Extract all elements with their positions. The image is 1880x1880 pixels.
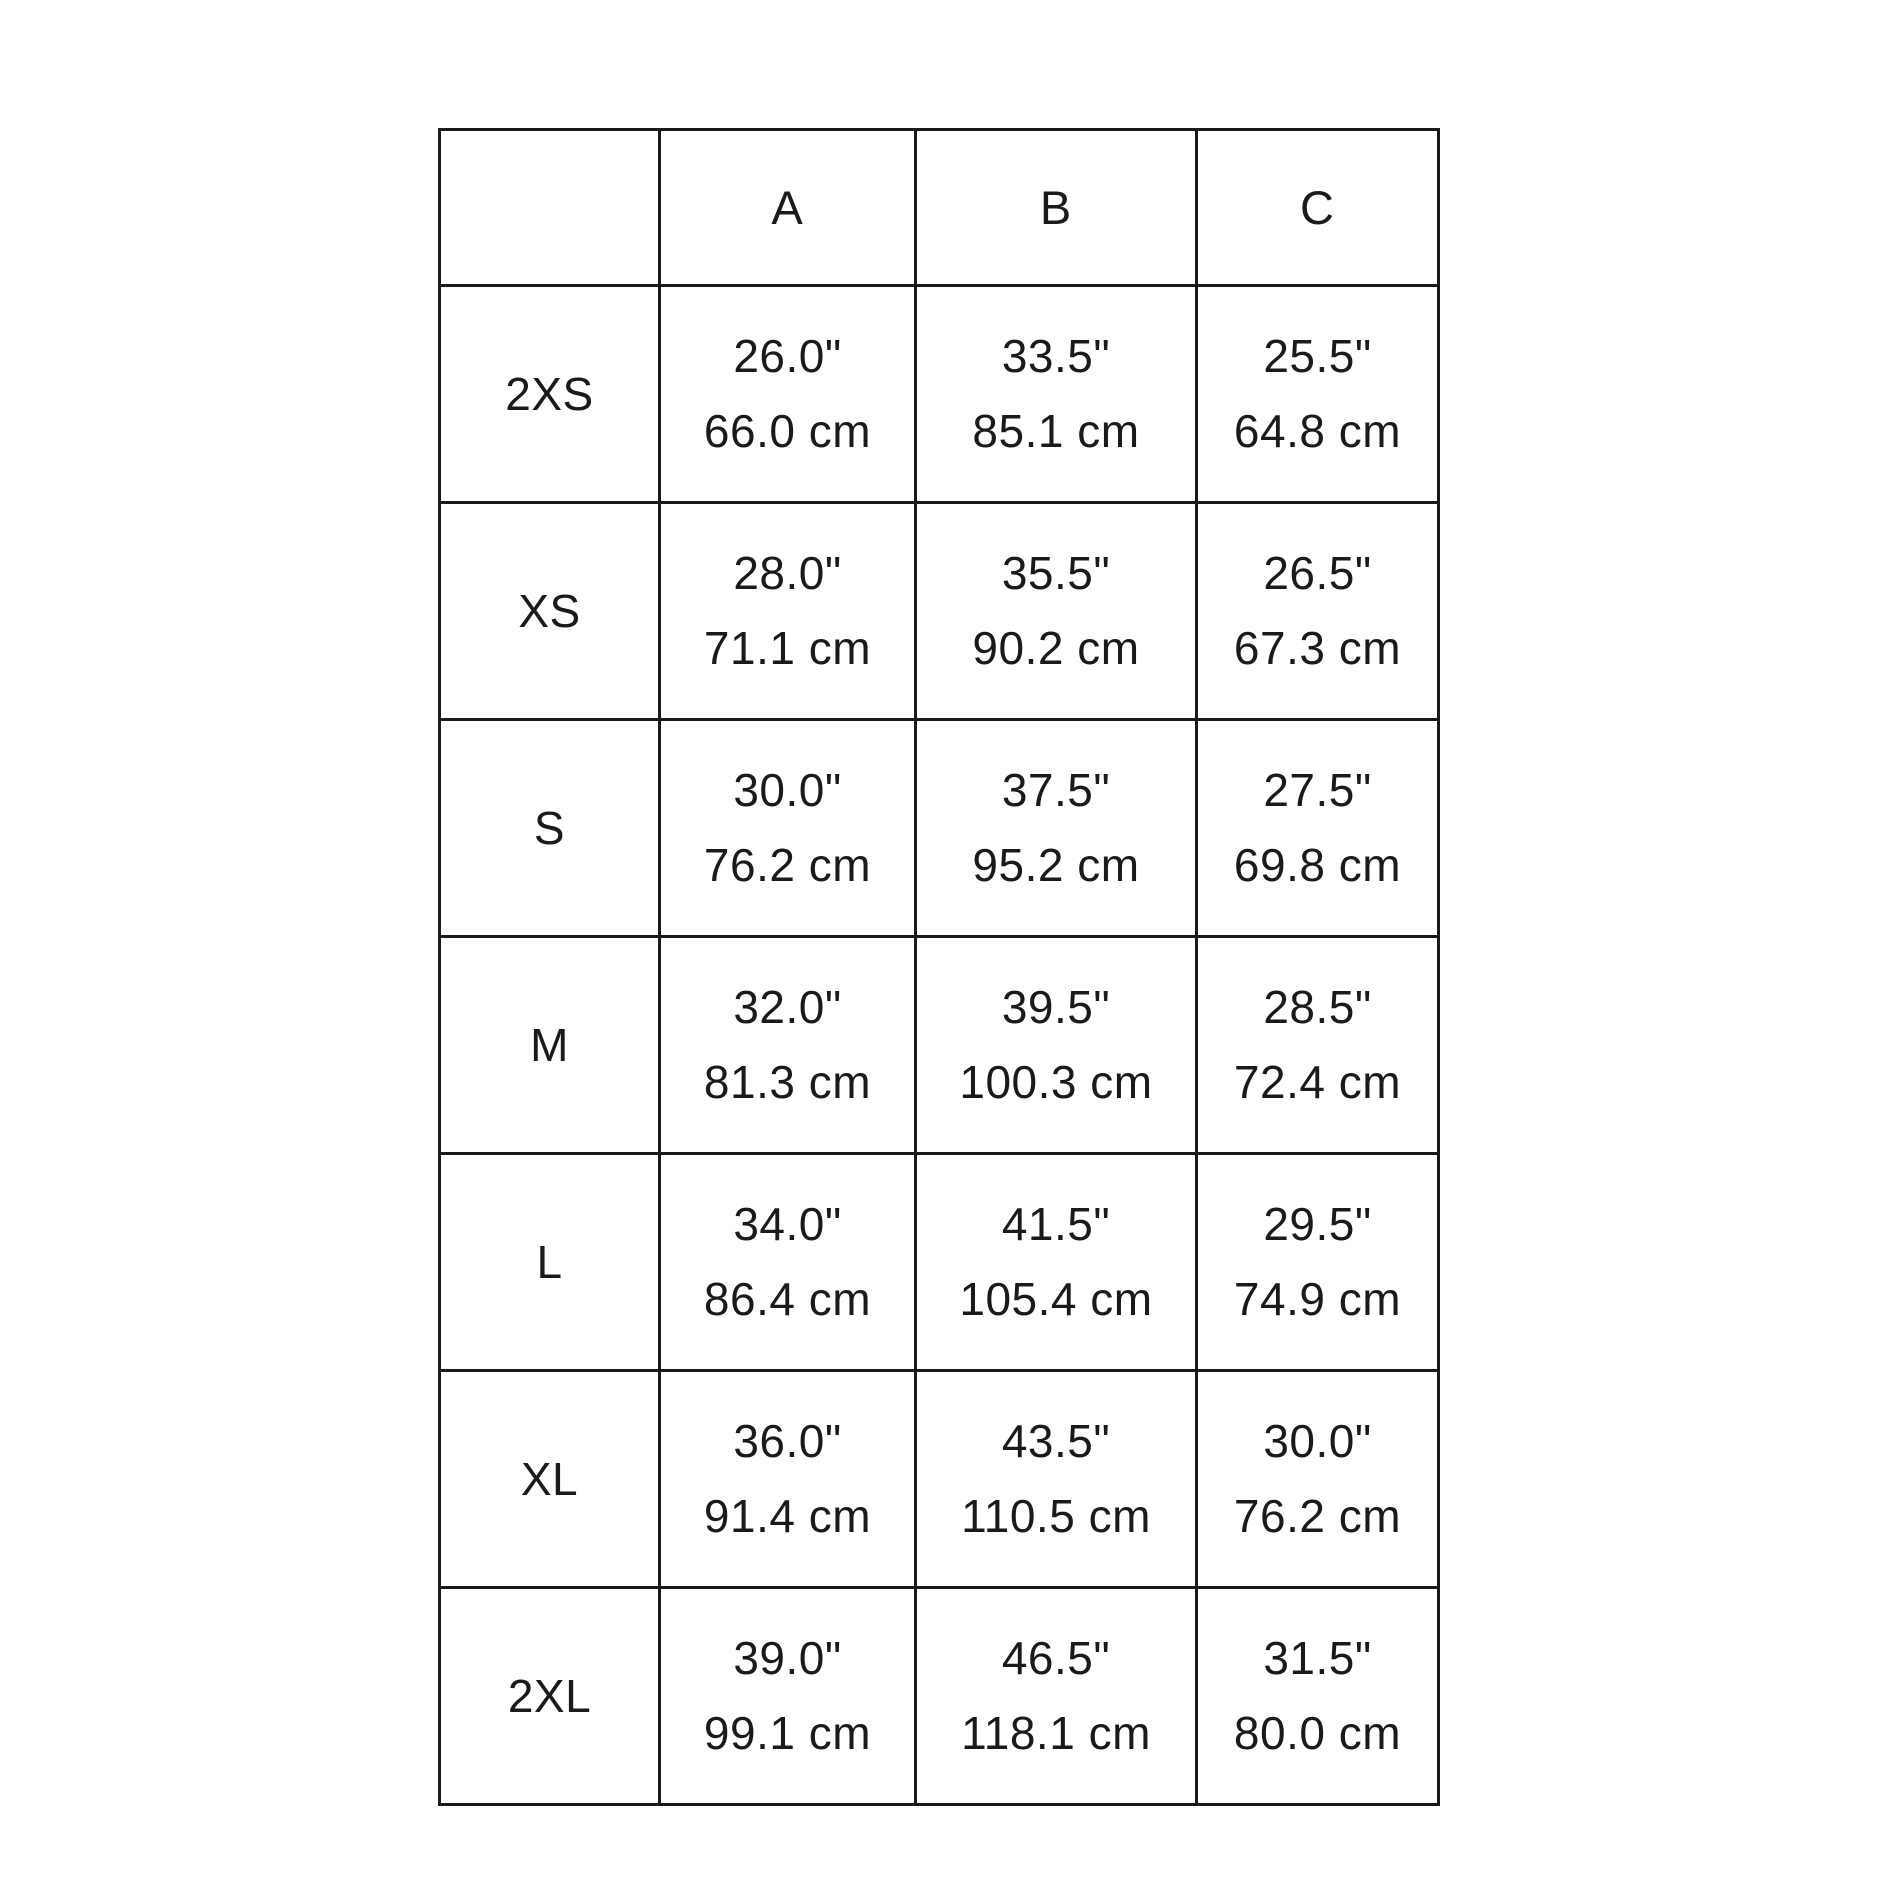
table-row-m <box>440 937 1439 1154</box>
value-cm: 81.3 cm <box>703 1056 872 1108</box>
value-cm: 100.3 cm <box>959 1056 1153 1108</box>
cell-2xl-a <box>660 1588 916 1805</box>
size-chart <box>438 128 1440 1806</box>
value-cm: 95.2 cm <box>972 839 1140 891</box>
value-inches: 32.0" <box>733 981 842 1033</box>
table-row-2xl <box>440 1588 1439 1805</box>
value-cm: 67.3 cm <box>1233 622 1402 674</box>
column-header-blank <box>440 130 660 286</box>
value-inches: 37.5" <box>1001 764 1111 816</box>
value-cm: 76.2 cm <box>1233 1490 1402 1542</box>
value-cm: 71.1 cm <box>703 622 872 674</box>
table-row-s <box>440 720 1439 937</box>
row-label-s: S <box>440 720 660 937</box>
value-cm: 91.4 cm <box>703 1490 872 1542</box>
table-row-l <box>440 1154 1439 1371</box>
row-label-m: M <box>440 937 660 1154</box>
value-inches: 28.5" <box>1263 981 1372 1033</box>
value-cm: 64.8 cm <box>1233 405 1402 457</box>
cell-m-b <box>916 937 1197 1154</box>
cell-l-c <box>1197 1154 1439 1371</box>
value-cm: 118.1 cm <box>961 1707 1151 1759</box>
value-inches: 26.0" <box>733 330 842 382</box>
value-inches: 34.0" <box>733 1198 842 1250</box>
column-header-c: C <box>1197 130 1439 286</box>
row-label-l: L <box>440 1154 660 1371</box>
row-label-xs: XS <box>440 503 660 720</box>
size-chart-table <box>438 128 1440 1806</box>
value-cm: 110.5 cm <box>961 1490 1151 1542</box>
cell-m-c <box>1197 937 1439 1154</box>
cell-xs-a <box>660 503 916 720</box>
value-inches: 30.0" <box>1263 1415 1372 1467</box>
value-cm: 74.9 cm <box>1233 1273 1402 1325</box>
column-header-a: A <box>660 130 916 286</box>
cell-xl-b <box>916 1371 1197 1588</box>
value-inches: 25.5" <box>1263 330 1372 382</box>
value-inches: 30.0" <box>733 764 842 816</box>
value-inches: 29.5" <box>1263 1198 1372 1250</box>
value-inches: 26.5" <box>1263 547 1372 599</box>
cell-l-b <box>916 1154 1197 1371</box>
cell-xl-c <box>1197 1371 1439 1588</box>
value-cm: 105.4 cm <box>959 1273 1153 1325</box>
value-inches: 39.0" <box>733 1632 842 1684</box>
value-cm: 66.0 cm <box>703 405 872 457</box>
value-cm: 99.1 cm <box>703 1707 872 1759</box>
cell-s-a <box>660 720 916 937</box>
row-label-2xl: 2XL <box>440 1588 660 1805</box>
column-header-b: B <box>916 130 1197 286</box>
value-inches: 27.5" <box>1263 764 1372 816</box>
cell-m-a <box>660 937 916 1154</box>
value-cm: 69.8 cm <box>1233 839 1402 891</box>
table-row-xl <box>440 1371 1439 1588</box>
cell-xs-b <box>916 503 1197 720</box>
value-cm: 85.1 cm <box>972 405 1140 457</box>
value-inches: 39.5" <box>1001 981 1111 1033</box>
cell-2xs-a <box>660 286 916 503</box>
header-row <box>440 130 1439 286</box>
value-inches: 36.0" <box>733 1415 842 1467</box>
row-label-2xs: 2XS <box>440 286 660 503</box>
value-inches: 28.0" <box>733 547 842 599</box>
cell-2xl-b <box>916 1588 1197 1805</box>
cell-2xl-c <box>1197 1588 1439 1805</box>
table-row-2xs <box>440 286 1439 503</box>
table-row-xs <box>440 503 1439 720</box>
cell-2xs-c <box>1197 286 1439 503</box>
value-inches: 31.5" <box>1263 1632 1372 1684</box>
value-cm: 90.2 cm <box>972 622 1140 674</box>
cell-xl-a <box>660 1371 916 1588</box>
value-inches: 46.5" <box>1001 1632 1111 1684</box>
value-inches: 33.5" <box>1001 330 1111 382</box>
value-inches: 43.5" <box>1001 1415 1111 1467</box>
value-cm: 72.4 cm <box>1233 1056 1402 1108</box>
value-inches: 35.5" <box>1001 547 1111 599</box>
cell-s-b <box>916 720 1197 937</box>
value-cm: 86.4 cm <box>703 1273 872 1325</box>
cell-s-c <box>1197 720 1439 937</box>
value-cm: 80.0 cm <box>1233 1707 1402 1759</box>
cell-2xs-b <box>916 286 1197 503</box>
value-inches: 41.5" <box>1001 1198 1111 1250</box>
value-cm: 76.2 cm <box>703 839 872 891</box>
cell-xs-c <box>1197 503 1439 720</box>
cell-l-a <box>660 1154 916 1371</box>
row-label-xl: XL <box>440 1371 660 1588</box>
